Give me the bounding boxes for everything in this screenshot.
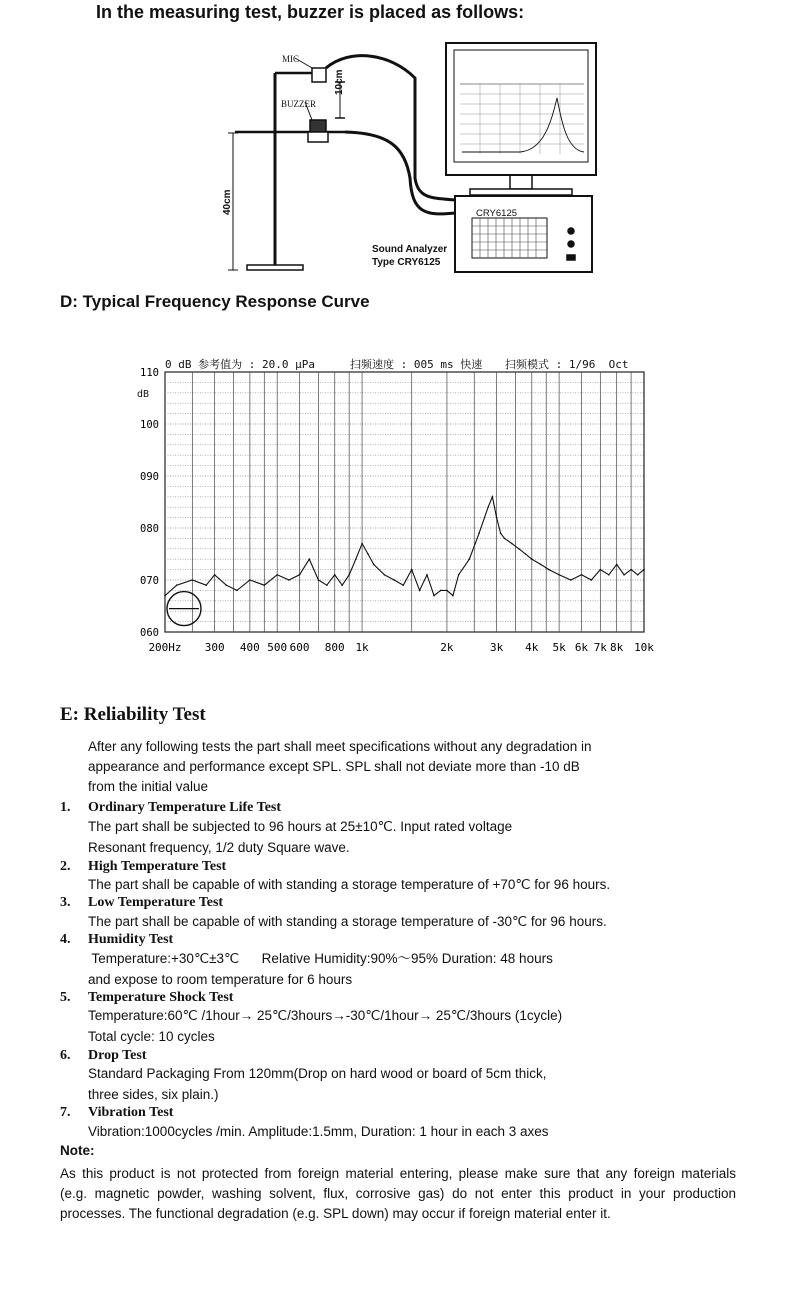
intro-line: After any following tests the part shall meet specifications without any degradation in <box>88 739 592 754</box>
response-data-point <box>518 548 520 550</box>
response-data-point <box>355 558 357 560</box>
x-tick-label: 3k <box>489 641 504 654</box>
response-data-point <box>600 569 602 571</box>
response-data-point <box>500 532 502 534</box>
response-data-point <box>411 569 413 571</box>
test-3-title: Low Temperature Test <box>88 895 224 910</box>
test-3-line: The part shall be capable of with standing a storage temperature of -30℃ for 96 hours. <box>88 914 607 929</box>
x-tick-label: 600 <box>289 641 310 654</box>
test-2-line: The part shall be capable of with standing a storage temperature of +70℃ for 96 hours. <box>88 877 611 892</box>
response-data-point <box>478 532 480 534</box>
test-1-line: Resonant frequency, 1/2 duty Square wave. <box>88 840 350 855</box>
response-data-point <box>643 569 645 571</box>
response-data-point <box>236 590 238 592</box>
x-tick-label: 500 <box>267 641 288 654</box>
response-data-point <box>590 579 592 581</box>
response-data-point <box>630 569 632 571</box>
intro-paragraph <box>88 737 592 797</box>
response-data-point <box>426 574 428 576</box>
top-heading: In the measuring test, buzzer is placed as follows: <box>96 2 525 22</box>
x-tick-label: 8k <box>610 641 624 654</box>
response-data-point <box>616 564 618 566</box>
response-data-point <box>540 564 542 566</box>
response-data-point <box>373 564 375 566</box>
chart-y-axis-label: dB <box>137 389 150 400</box>
test-2-title: High Temperature Test <box>88 859 227 874</box>
note-label: Note: <box>60 1143 95 1158</box>
intro-line: from the initial value <box>88 779 209 794</box>
response-data-point <box>326 584 328 586</box>
response-data-point <box>558 574 560 576</box>
x-tick-label: 5k <box>552 641 566 654</box>
x-tick-label: 2k <box>440 641 454 654</box>
test-4-number: 4. <box>60 932 71 947</box>
response-data-point <box>637 574 639 576</box>
x-tick-label: 400 <box>239 641 260 654</box>
note-line: (e.g. magnetic powder, washing solvent, flux, corrosive gas) do not enter this product in your production <box>60 1186 736 1201</box>
monitor-illustration <box>446 43 596 195</box>
frequency-response-chart <box>120 360 680 660</box>
response-data-point <box>570 579 572 581</box>
test-7-number: 7. <box>60 1105 71 1120</box>
chart-header-sweep-mode: 扫频模式 : 1/96 Oct <box>505 358 629 371</box>
response-data-point <box>468 558 470 560</box>
test-1-line: The part shall be subjected to 96 hours at 25±10℃. Input rated voltage <box>88 819 513 834</box>
response-data-point <box>581 574 583 576</box>
y-tick-label: 070 <box>140 575 159 587</box>
test-6-title: Drop Test <box>88 1048 147 1063</box>
test-7-title: Vibration Test <box>88 1105 174 1120</box>
chart-header-sweep-speed: 扫频速度 : 005 ms 快速 <box>350 358 483 371</box>
test-4-title: Humidity Test <box>88 932 174 947</box>
response-data-point <box>433 595 435 597</box>
response-data-point <box>393 579 395 581</box>
response-data-point <box>623 574 625 576</box>
response-data-point <box>419 590 421 592</box>
response-data-point <box>446 590 448 592</box>
response-data-point <box>525 553 527 555</box>
response-data-point <box>496 517 498 519</box>
distance-10cm-label: 10cm <box>334 69 345 95</box>
test-6-number: 6. <box>60 1048 71 1063</box>
test-1-number: 1. <box>60 800 71 815</box>
analyzer-label-line1: Sound Analyzer <box>372 244 448 255</box>
response-data-point <box>440 590 442 592</box>
test-2-number: 2. <box>60 859 71 874</box>
response-data-point <box>341 584 343 586</box>
test-5-line: Total cycle: 10 cycles <box>88 1029 215 1044</box>
buzzer-label: BUZZER <box>281 99 316 109</box>
note-line: processes. The functional degradation (e.g. SPL down) may occur if foreign material enter it. <box>60 1206 611 1221</box>
response-data-point <box>205 584 207 586</box>
y-tick-label: 060 <box>140 627 159 639</box>
device-model-label: CRY6125 <box>476 208 518 219</box>
response-data-point <box>548 569 550 571</box>
test-7-line: Vibration:1000cycles /min. Amplitude:1.5mm, Duration: 1 hour in each 3 axes <box>88 1124 549 1139</box>
note-paragraph <box>60 1164 736 1224</box>
y-tick-label: 090 <box>140 471 159 483</box>
intro-line: appearance and performance except SPL. SPL shall not deviate more than -10 dB <box>88 759 580 774</box>
response-data-point <box>299 574 301 576</box>
response-data-point <box>608 574 610 576</box>
response-data-point <box>531 558 533 560</box>
response-data-point <box>458 574 460 576</box>
y-tick-label: 110 <box>140 367 159 379</box>
x-tick-label: 300 <box>204 641 225 654</box>
response-data-point <box>276 574 278 576</box>
y-tick-label: 100 <box>140 419 159 431</box>
note-line: As this product is not protected from foreign material entering, please make sure that any foreign materials <box>60 1166 736 1181</box>
test-4-line: Temperature:+30℃±3℃ Relative Humidity:90%～95% Duration: 48 hours <box>88 951 553 966</box>
response-data-point <box>176 584 178 586</box>
response-data-point <box>384 574 386 576</box>
x-tick-label: 7k <box>593 641 607 654</box>
section-d-title: D: Typical Frequency Response Curve <box>60 292 370 311</box>
chart-header-reference: 0 dB 参考值为 : 20.0 μPa <box>165 358 315 371</box>
test-5-line: Temperature:60℃ /1hour→ 25℃/3hours→-30℃/1hour→ 25℃/3hours (1cycle) <box>88 1008 563 1023</box>
x-tick-label: 800 <box>324 641 345 654</box>
x-tick-label: 200Hz <box>148 641 182 654</box>
response-data-point <box>402 584 404 586</box>
response-data-point <box>249 579 251 581</box>
response-data-point <box>367 553 369 555</box>
plot-frame <box>165 372 644 632</box>
response-data-point <box>452 595 454 597</box>
response-data-point <box>226 584 228 586</box>
response-data-point <box>361 543 363 545</box>
x-tick-label: 6k <box>574 641 589 654</box>
y-tick-label: 080 <box>140 523 159 535</box>
test-3-number: 3. <box>60 895 71 910</box>
response-data-point <box>348 574 350 576</box>
test-1-title: Ordinary Temperature Life Test <box>88 800 282 815</box>
distance-40cm-label: 40cm <box>222 189 233 215</box>
response-data-point <box>164 595 166 597</box>
response-data-point <box>192 579 194 581</box>
analyzer-label-line2: Type CRY6125 <box>372 257 441 268</box>
mic-label: MIC <box>282 54 300 64</box>
x-tick-label: 4k <box>525 641 539 654</box>
response-data-point <box>309 558 311 560</box>
test-6-line: three sides, six plain.) <box>88 1087 219 1102</box>
test-4-line: and expose to room temperature for 6 hours <box>88 972 353 987</box>
response-data-point <box>318 579 320 581</box>
test-5-number: 5. <box>60 990 71 1005</box>
response-data-point <box>492 496 494 498</box>
test-5-title: Temperature Shock Test <box>88 990 234 1005</box>
test-6-line: Standard Packaging From 120mm(Drop on hard wood or board of 5cm thick, <box>88 1066 547 1081</box>
response-data-point <box>504 538 506 540</box>
response-data-point <box>263 584 265 586</box>
response-data-point <box>511 543 513 545</box>
response-data-point <box>214 574 216 576</box>
x-tick-label: 10k <box>634 641 654 654</box>
x-tick-label: 1k <box>355 641 369 654</box>
response-data-point <box>334 574 336 576</box>
section-e-title: E: Reliability Test <box>60 704 206 725</box>
response-data-point <box>288 579 290 581</box>
response-data-point <box>487 506 489 508</box>
